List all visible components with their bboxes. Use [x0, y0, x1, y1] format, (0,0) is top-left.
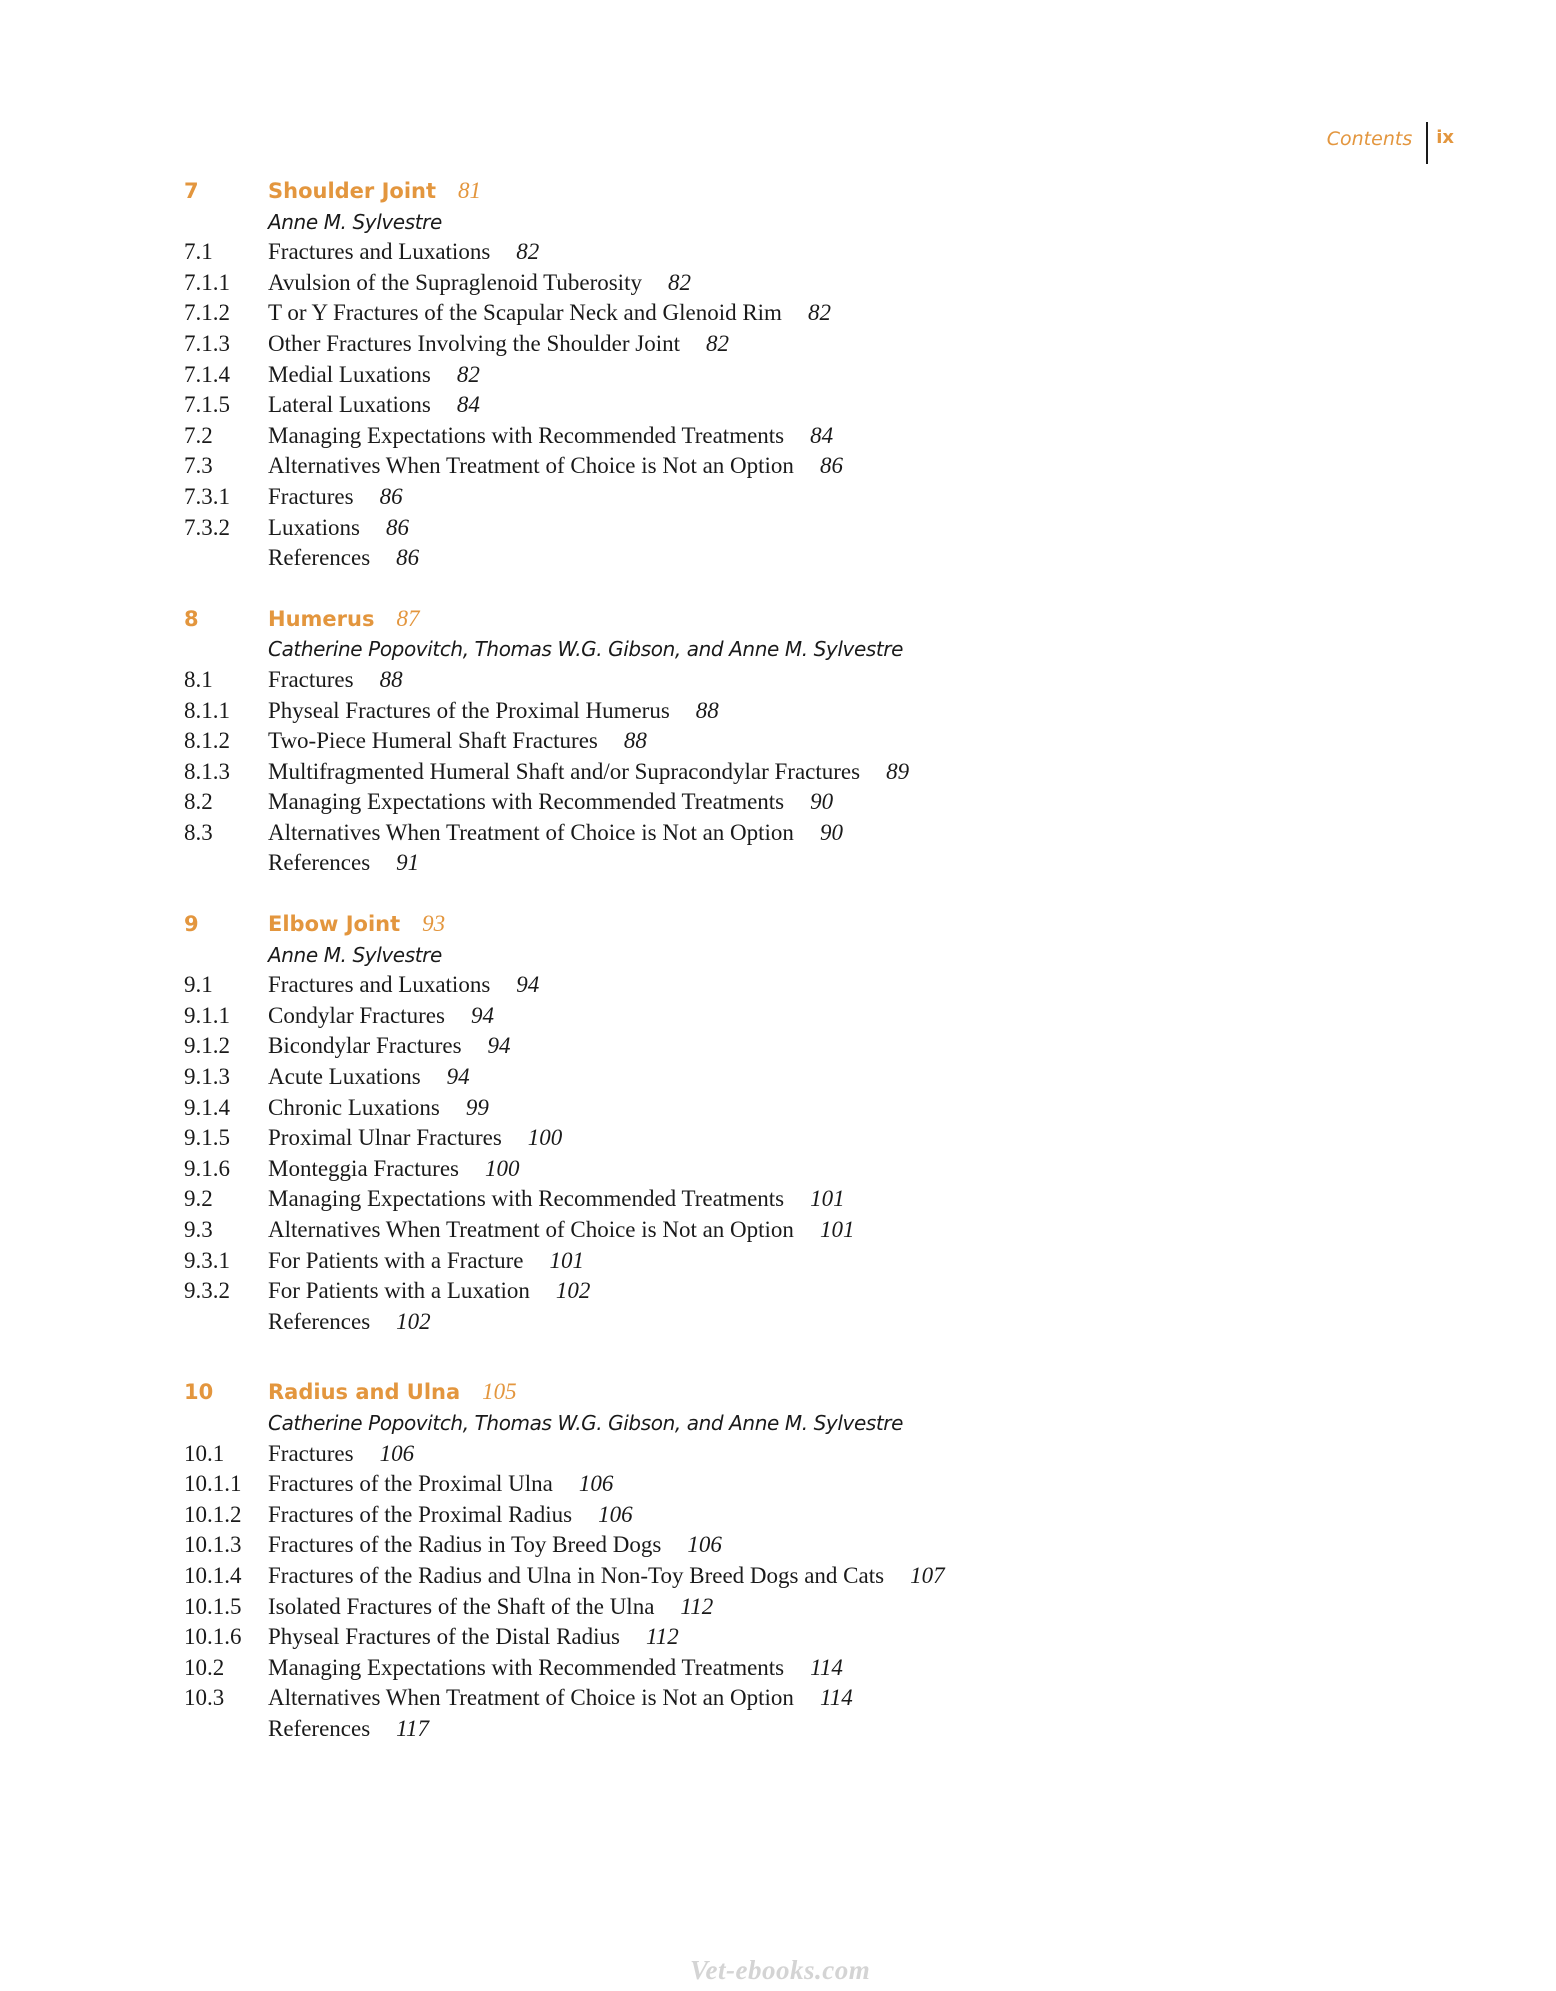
chapter-heading[interactable] — [184, 604, 1384, 635]
entry-page: 84 — [810, 422, 834, 448]
toc-entry[interactable] — [184, 451, 1384, 482]
entry-title: Managing Expectations with Recommended Treatments — [268, 1654, 785, 1680]
entry-title: Fractures — [268, 1440, 354, 1466]
entry-title: References — [268, 1308, 371, 1334]
entry-title: Condylar Fractures — [268, 1002, 445, 1028]
entry-page: 82 — [807, 300, 831, 326]
toc-entry[interactable] — [184, 787, 1384, 818]
entry-number: 7.1.2 — [184, 300, 230, 326]
toc-entry[interactable] — [184, 1653, 1384, 1684]
entry-title: Fractures — [268, 666, 354, 692]
entry-page: 86 — [819, 453, 843, 479]
chapter-page: 93 — [422, 911, 446, 937]
entry-page: 94 — [446, 1064, 470, 1090]
entry-title: Physeal Fractures of the Distal Radius — [268, 1624, 620, 1650]
chapter-number: 9 — [184, 912, 199, 937]
toc-entry[interactable] — [184, 360, 1384, 391]
entry-title: Alternatives When Treatment of Choice is Not an Option — [268, 819, 794, 845]
toc-entry[interactable] — [184, 665, 1384, 696]
entry-number: 9.1.5 — [184, 1125, 230, 1151]
running-head-label: Contents — [1326, 128, 1413, 150]
chapter-author-line — [184, 1408, 1384, 1439]
chapter-block — [184, 604, 1384, 879]
toc-entry[interactable] — [184, 237, 1384, 268]
entry-number: 8.2 — [184, 789, 213, 815]
entry-title: Multifragmented Humeral Shaft and/or Supracondylar Fractures — [268, 758, 861, 784]
toc-entry[interactable] — [184, 329, 1384, 360]
chapter-author-line — [184, 940, 1384, 971]
entry-title: Fractures of the Proximal Radius — [268, 1501, 573, 1527]
entry-title: Physeal Fractures of the Proximal Humerus — [268, 697, 670, 723]
entry-number: 8.1.3 — [184, 758, 230, 784]
entry-number: 9.2 — [184, 1186, 213, 1212]
chapter-title: Radius and Ulna — [268, 1380, 461, 1405]
chapter-heading[interactable] — [184, 1377, 1384, 1408]
toc-entry[interactable] — [184, 1184, 1384, 1215]
chapter-author: Anne M. Sylvestre — [268, 209, 442, 234]
toc-entry[interactable] — [184, 390, 1384, 421]
entry-page: 89 — [886, 758, 910, 784]
toc-entry[interactable] — [184, 1001, 1384, 1032]
entry-page: 84 — [456, 392, 480, 418]
entry-page: 94 — [516, 972, 540, 998]
entry-page: 86 — [386, 514, 409, 540]
chapter-block — [184, 1377, 1384, 1744]
entry-number: 9.1.2 — [184, 1033, 230, 1059]
toc-entry[interactable] — [184, 1246, 1384, 1277]
toc-entry[interactable] — [184, 970, 1384, 1001]
entry-page: 114 — [819, 1685, 853, 1711]
entry-number: 9.1.4 — [184, 1094, 230, 1120]
entry-page: 91 — [396, 850, 420, 876]
entry-page: 94 — [470, 1002, 494, 1028]
entry-page: 107 — [910, 1562, 945, 1588]
toc-entry[interactable] — [184, 482, 1384, 513]
toc-entry[interactable] — [184, 1093, 1384, 1124]
toc-entry[interactable] — [184, 1276, 1384, 1307]
entry-page: 82 — [516, 239, 540, 265]
entry-number: 9.3 — [184, 1217, 213, 1242]
entry-number: 10.1 — [184, 1440, 225, 1466]
running-head-divider — [1426, 122, 1428, 164]
toc-entry[interactable] — [184, 757, 1384, 788]
entry-number: 7.1 — [184, 239, 213, 265]
entry-page: 106 — [687, 1532, 722, 1558]
entry-title: Alternatives When Treatment of Choice is Not an Option — [268, 453, 794, 479]
entry-title: Acute Luxations — [268, 1064, 421, 1090]
entry-title: Other Fractures Involving the Shoulder Joint — [268, 330, 681, 356]
toc-entry[interactable] — [184, 1031, 1384, 1062]
entry-title: Fractures of the Radius and Ulna in Non-Toy Breed Dogs and Cats — [268, 1562, 885, 1588]
entry-page: 88 — [623, 728, 647, 754]
toc-entry[interactable] — [184, 1561, 1384, 1592]
entry-page: 90 — [819, 819, 843, 845]
entry-number: 9.1.6 — [184, 1155, 230, 1181]
chapter-number: 8 — [184, 606, 199, 631]
chapter-author: Catherine Popovitch, Thomas W.G. Gibson, and Anne M. Sylvestre — [268, 1410, 904, 1435]
chapter-title: Elbow Joint — [268, 912, 401, 937]
page-number: ix — [1436, 127, 1454, 148]
entry-number: 8.1 — [184, 666, 213, 692]
entry-page: 86 — [396, 545, 420, 571]
entry-title: Alternatives When Treatment of Choice is Not an Option — [268, 1217, 794, 1242]
toc-entry[interactable] — [184, 1622, 1384, 1653]
entry-page: 82 — [456, 361, 480, 387]
entry-page: 101 — [549, 1247, 585, 1273]
entry-number: 8.3 — [184, 819, 213, 845]
chapter-page: 87 — [396, 605, 420, 631]
chapter-title: Humerus — [268, 606, 375, 631]
entry-number: 8.1.2 — [184, 728, 230, 754]
entry-page: 101 — [810, 1186, 845, 1212]
toc-entry[interactable] — [184, 1500, 1384, 1531]
entry-number: 7.1.5 — [184, 392, 230, 418]
entry-title: Chronic Luxations — [268, 1094, 440, 1120]
entry-title: Lateral Luxations — [268, 392, 431, 418]
entry-page: 114 — [810, 1654, 843, 1680]
entry-number: 9.1 — [184, 972, 213, 998]
entry-page: 88 — [695, 697, 719, 723]
chapter-author: Anne M. Sylvestre — [268, 942, 442, 967]
entry-number: 7.1.4 — [184, 361, 230, 387]
chapter-heading[interactable] — [184, 909, 1384, 940]
entry-number: 7.2 — [184, 422, 213, 448]
entry-page: 117 — [396, 1715, 429, 1741]
entry-title: Proximal Ulnar Fractures — [268, 1125, 502, 1151]
toc-entry[interactable] — [184, 818, 1384, 849]
entry-title: Luxations — [268, 514, 360, 540]
entry-title: Managing Expectations with Recommended Treatments — [268, 789, 785, 815]
entry-title: Managing Expectations with Recommended Treatments — [268, 422, 785, 448]
entry-number: 9.1.3 — [184, 1064, 230, 1090]
entry-page: 86 — [379, 483, 403, 509]
entry-number: 7.3.1 — [184, 483, 230, 509]
entry-title: For Patients with a Luxation — [268, 1278, 530, 1304]
chapter-page: 105 — [482, 1379, 517, 1405]
entry-page: 82 — [667, 269, 691, 295]
toc-entry[interactable] — [184, 1154, 1384, 1185]
entry-title: Monteggia Fractures — [268, 1155, 459, 1181]
toc-entry[interactable] — [184, 726, 1384, 757]
toc-entry-references[interactable] — [184, 1307, 1384, 1338]
entry-number: 10.1.1 — [184, 1471, 242, 1497]
chapter-block — [184, 176, 1384, 574]
chapter-block — [184, 909, 1384, 1337]
entry-page: 94 — [487, 1033, 511, 1059]
entry-number: 9.3.2 — [184, 1278, 230, 1304]
entry-title: Fractures — [268, 483, 354, 509]
entry-page: 102 — [555, 1278, 591, 1304]
entry-number: 10.2 — [184, 1654, 225, 1680]
toc-entry[interactable] — [184, 1469, 1384, 1500]
entry-number: 7.3.2 — [184, 514, 230, 540]
entry-number: 10.3 — [184, 1685, 225, 1711]
entry-number: 7.1.1 — [184, 269, 230, 295]
chapter-title: Shoulder Joint — [268, 179, 437, 203]
toc-entry[interactable] — [184, 696, 1384, 727]
entry-page: 88 — [379, 666, 403, 692]
entry-title: Isolated Fractures of the Shaft of the Ulna — [268, 1593, 655, 1619]
entry-number: 7.1.3 — [184, 330, 230, 356]
entry-page: 102 — [396, 1308, 431, 1334]
toc-entry-references[interactable] — [184, 543, 1384, 574]
table-of-contents — [184, 176, 1384, 1775]
entry-page: 100 — [484, 1155, 520, 1181]
toc-entry[interactable] — [184, 268, 1384, 299]
entry-title: Two-Piece Humeral Shaft Fractures — [268, 728, 598, 754]
entry-number: 7.3 — [184, 453, 213, 479]
toc-entry[interactable] — [184, 513, 1384, 544]
entry-number: 9.1.1 — [184, 1002, 230, 1028]
chapter-heading[interactable] — [184, 176, 1384, 207]
toc-entry[interactable] — [184, 298, 1384, 329]
toc-entry[interactable] — [184, 1592, 1384, 1623]
entry-page: 106 — [379, 1440, 415, 1466]
chapter-author-line — [184, 207, 1384, 238]
entry-title: Medial Luxations — [268, 361, 431, 387]
toc-entry[interactable] — [184, 1215, 1384, 1246]
entry-title: References — [268, 545, 371, 571]
entry-page: 90 — [810, 789, 834, 815]
watermark-logo: Vet-ebooks.com — [690, 1955, 871, 1985]
entry-number: 10.1.3 — [184, 1532, 242, 1558]
entry-title: Fractures and Luxations — [268, 972, 491, 998]
entry-page: 106 — [578, 1471, 614, 1497]
running-head — [1327, 122, 1454, 166]
chapter-number: 10 — [184, 1380, 214, 1405]
entry-title: References — [268, 850, 371, 876]
entry-page: 106 — [598, 1501, 633, 1527]
toc-entry[interactable] — [184, 1123, 1384, 1154]
entry-number: 10.1.5 — [184, 1593, 242, 1619]
entry-title: Fractures and Luxations — [268, 239, 491, 265]
entry-title: Avulsion of the Supraglenoid Tuberosity — [268, 269, 642, 295]
toc-entry[interactable] — [184, 1439, 1384, 1470]
toc-entry[interactable] — [184, 1683, 1384, 1714]
entry-number: 8.1.1 — [184, 697, 230, 723]
entry-page: 112 — [645, 1624, 679, 1650]
entry-page: 100 — [527, 1125, 563, 1151]
toc-entry-references[interactable] — [184, 1714, 1384, 1745]
entry-number: 10.1.6 — [184, 1624, 242, 1650]
entry-title: T or Y Fractures of the Scapular Neck and Glenoid Rim — [268, 300, 782, 326]
chapter-number: 7 — [184, 179, 199, 203]
entry-title: Bicondylar Fractures — [268, 1033, 462, 1059]
toc-entry[interactable] — [184, 1062, 1384, 1093]
entry-number: 10.1.2 — [184, 1501, 242, 1527]
entry-title: Alternatives When Treatment of Choice is Not an Option — [268, 1685, 794, 1711]
toc-entry[interactable] — [184, 1530, 1384, 1561]
entry-page: 99 — [465, 1094, 489, 1120]
chapter-author-line — [184, 634, 1384, 665]
entry-title: Managing Expectations with Recommended Treatments — [268, 1186, 785, 1212]
entry-page: 82 — [706, 330, 730, 356]
entry-title: For Patients with a Fracture — [268, 1247, 524, 1273]
entry-title: References — [268, 1715, 371, 1741]
entry-title: Fractures of the Radius in Toy Breed Dogs — [268, 1532, 662, 1558]
entry-number: 9.3.1 — [184, 1247, 230, 1273]
chapter-page: 81 — [458, 178, 482, 203]
entry-title: Fractures of the Proximal Ulna — [268, 1471, 553, 1497]
entry-number: 10.1.4 — [184, 1562, 242, 1588]
entry-page: 112 — [680, 1593, 714, 1619]
toc-entry[interactable] — [184, 421, 1384, 452]
entry-page: 101 — [819, 1217, 855, 1242]
chapter-author: Catherine Popovitch, Thomas W.G. Gibson, and Anne M. Sylvestre — [268, 637, 904, 662]
toc-entry-references[interactable] — [184, 848, 1384, 879]
